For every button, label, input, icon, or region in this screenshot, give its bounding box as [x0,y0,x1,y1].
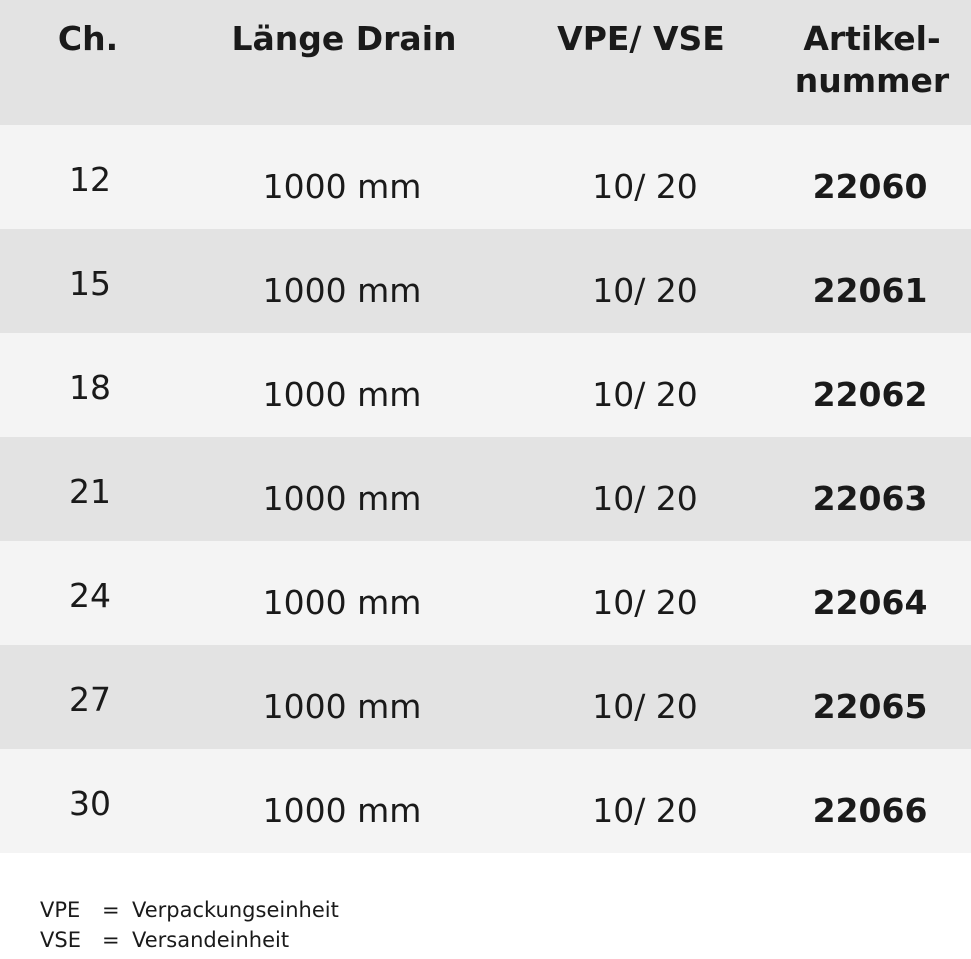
cell-vpe-vse: 10/ 20 [592,479,698,518]
cell-ch: 18 [69,368,111,407]
table-row [0,125,971,229]
cell-vpe-vse: 10/ 20 [592,687,698,726]
table-row [0,229,971,333]
legend-definition: Verpackungseinheit [132,898,339,922]
cell-length: 1000 mm [262,271,422,310]
cell-length: 1000 mm [262,583,422,622]
cell-length: 1000 mm [262,687,422,726]
legend-abbr: VSE [40,928,81,952]
cell-article-number: 22061 [812,271,928,310]
header-ch: Ch. [57,19,119,58]
cell-ch: 12 [69,160,111,199]
legend-abbr: VPE [40,898,81,922]
cell-length: 1000 mm [262,167,422,206]
table-row [0,437,971,541]
cell-article-number: 22064 [812,583,928,622]
cell-length: 1000 mm [262,791,422,830]
header-length: Länge Drain [231,19,457,58]
cell-vpe-vse: 10/ 20 [592,167,698,206]
cell-vpe-vse: 10/ 20 [592,375,698,414]
cell-article-number: 22063 [812,479,928,518]
table-row [0,749,971,853]
header-vpe-vse: VPE/ VSE [557,19,725,58]
cell-article-number: 22065 [812,687,928,726]
cell-ch: 27 [69,680,111,719]
table-row [0,541,971,645]
cell-ch: 21 [69,472,111,511]
cell-length: 1000 mm [262,375,422,414]
legend-item [40,925,440,955]
cell-vpe-vse: 10/ 20 [592,271,698,310]
cell-vpe-vse: 10/ 20 [592,791,698,830]
table-header [0,0,971,125]
cell-article-number: 22062 [812,375,928,414]
legend-definition: Versandeinheit [132,928,290,952]
legend-equals: = [102,898,120,922]
cell-vpe-vse: 10/ 20 [592,583,698,622]
legend-equals: = [102,928,120,952]
header-article-line1: Artikel- [803,19,941,58]
header-article-line2: nummer [794,61,950,100]
cell-ch: 30 [69,784,111,823]
table-row [0,333,971,437]
cell-ch: 15 [69,264,111,303]
legend [40,895,440,955]
header-article-number [790,18,954,102]
cell-ch: 24 [69,576,111,615]
cell-length: 1000 mm [262,479,422,518]
legend-item [40,895,440,925]
table-row [0,645,971,749]
cell-article-number: 22066 [812,791,928,830]
cell-article-number: 22060 [812,167,928,206]
